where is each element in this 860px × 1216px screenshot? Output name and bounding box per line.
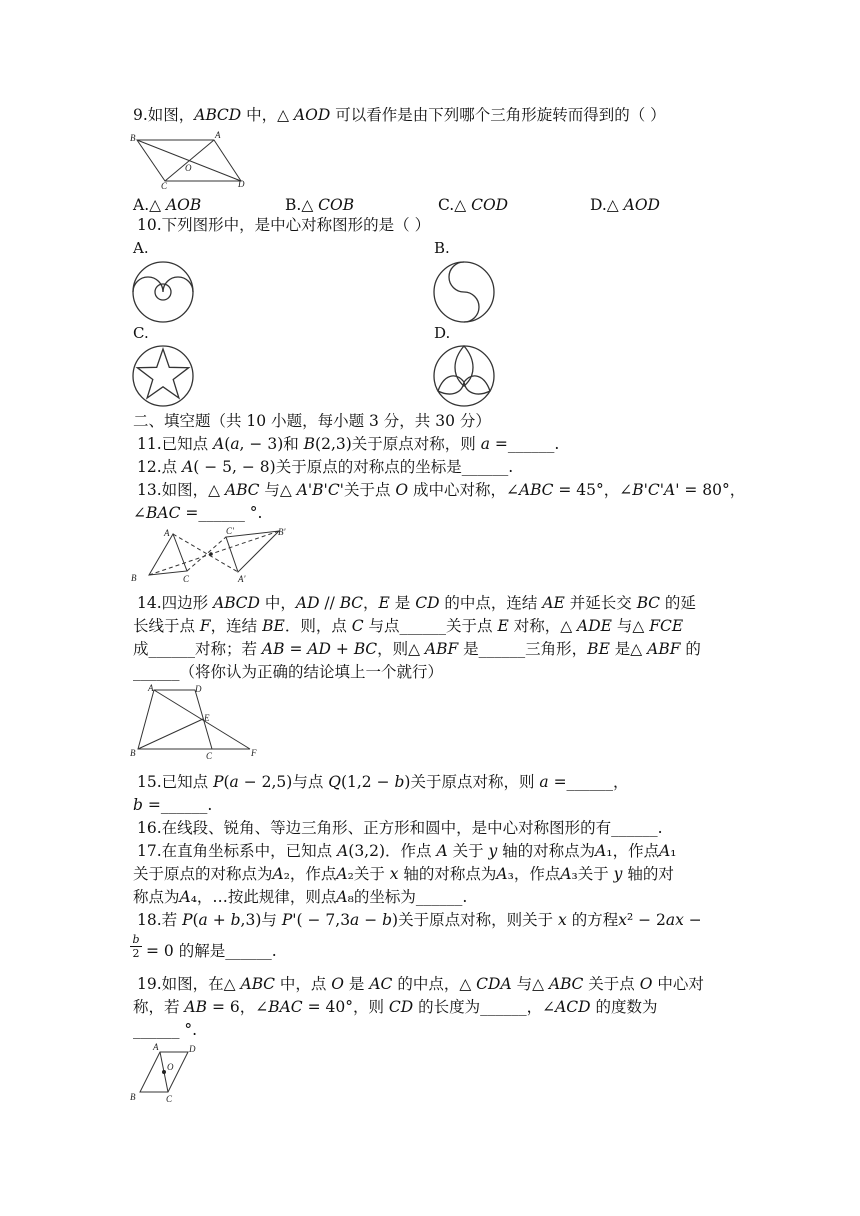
q12-text: 12.点 𝐴( − 5, − 8)关于原点的对称点的坐标是______.: [137, 458, 514, 476]
q9-option-a: A.△ 𝐴𝑂𝐵: [133, 196, 202, 214]
q14-label-b: B: [130, 748, 136, 758]
q10-option-b: B.: [434, 239, 450, 257]
q18-line2: = 0 的解是______.: [146, 942, 277, 960]
section-heading: 二、填空题（共 10 小题，每小题 3 分，共 30 分）: [133, 412, 491, 430]
q14-line3: 成______对称；若 𝐴𝐵 = 𝐴𝐷 + 𝐵𝐶，则△ 𝐴𝐵𝐹 是______三角形，𝐵𝐸 是△ 𝐴𝐵𝐹 的: [133, 640, 701, 658]
q13-label-c-prime: C': [226, 526, 234, 536]
q19-line3: ______ °.: [133, 1021, 198, 1039]
q10-figure-d-trefoil-icon: [432, 344, 496, 408]
q13-triangles-figure: [128, 524, 298, 586]
q17-line2: 关于原点的对称点为𝐴₂，作点𝐴₂关于 𝑥 轴的对称点为𝐴₃，作点𝐴₃关于 𝑦 轴的对: [133, 865, 674, 883]
q13-label-b-prime: B': [278, 527, 286, 537]
q13-label-a: A: [164, 528, 170, 538]
q14-label-d: D: [195, 684, 202, 694]
q15-line1: 15.已知点 𝑃(𝑎 − 2,5)与点 𝑄(1,2 − 𝑏)关于原点对称，则 𝑎 =______，: [137, 773, 629, 791]
q17-line1: 17.在直角坐标系中，已知点 𝐴(3,2)．作点 𝐴 关于 𝑦 轴的对称点为𝐴₁，作点𝐴₁: [137, 842, 677, 860]
q18-fraction-denominator: 2: [132, 947, 140, 960]
q13-line1: 13.如图，△ 𝐴𝐵𝐶 与△ 𝐴'𝐵'𝐶'关于点 𝑂 成中心对称，∠𝐴𝐵𝐶 = 45°，∠𝐵'𝐶'𝐴' = 80°，: [137, 481, 746, 499]
q19-label-b: B: [130, 1092, 136, 1102]
q14-label-e: E: [204, 713, 210, 723]
q9-label-d: D: [238, 179, 245, 189]
q11-text: 11.已知点 𝐴(𝑎, − 3)和 𝐵(2,3)关于原点对称，则 𝑎 =______.: [137, 435, 560, 453]
q14-label-f: F: [251, 748, 257, 758]
q9-option-b: B.△ 𝐶𝑂𝐵: [285, 196, 355, 214]
q14-line4: ______（将你认为正确的结论填上一个就行）: [133, 663, 444, 681]
q19-line2: 称，若 𝐴𝐵 = 6，∠𝐵𝐴𝐶 = 40°，则 𝐶𝐷 的长度为______，∠𝐴𝐶𝐷 的度数为: [133, 998, 658, 1016]
q10-stem: 10.下列图形中，是中心对称图形的是（ ）: [137, 216, 431, 234]
q9-label-b: B: [130, 133, 136, 143]
q10-figure-b-yin-yang-icon: [432, 260, 496, 324]
q13-line2: ∠𝐵𝐴𝐶 =______ °.: [133, 504, 263, 522]
q10-figure-c-star-icon: [131, 344, 195, 408]
q15-line2: 𝑏 =______.: [133, 796, 213, 814]
q13-label-c: C: [183, 574, 190, 584]
q18-fraction-numerator: 𝑏: [130, 933, 142, 947]
q9-label-o: O: [185, 163, 192, 173]
q14-line1: 14.四边形 𝐴𝐵𝐶𝐷 中，𝐴𝐷 // 𝐵𝐶，𝐸 是 𝐶𝐷 的中点，连结 𝐴𝐸 并延长交 𝐵𝐶 的延: [137, 594, 696, 612]
q14-label-c: C: [206, 751, 213, 761]
q10-option-d: D.: [434, 324, 451, 342]
q10-option-c: C.: [133, 324, 149, 342]
q18-line1: 18.若 𝑃(𝑎 + 𝑏,3)与 𝑃'( − 7,3𝑎 − 𝑏)关于原点对称，则关于 𝑥 的方程𝑥² − 2𝑎𝑥 −: [137, 911, 702, 929]
q10-option-a: A.: [133, 239, 149, 257]
q9-option-c: C.△ 𝐶𝑂𝐷: [438, 196, 509, 214]
q14-label-a: A: [148, 683, 154, 693]
q9-label-c: C: [161, 181, 168, 191]
q9-parallelogram-figure: [128, 130, 253, 190]
q18-fraction: [130, 933, 142, 960]
q14-trapezoid-figure: [128, 684, 268, 760]
q13-label-b: B: [131, 573, 137, 583]
q13-label-a-prime: A': [238, 574, 246, 584]
q19-label-a: A: [153, 1042, 159, 1052]
q10-figure-a-circle-icon: [131, 260, 195, 324]
q9-label-a: A: [215, 130, 221, 140]
q16-text: 16.在线段、锐角、等边三角形、正方形和圆中，是中心对称图形的有______.: [137, 819, 663, 837]
q14-line2: 长线于点 𝐹，连结 𝐵𝐸．则，点 𝐶 与点______关于点 𝐸 对称，△ 𝐴𝐷𝐸 与△ 𝐹𝐶𝐸: [133, 617, 684, 635]
q19-line1: 19.如图，在△ 𝐴𝐵𝐶 中，点 𝑂 是 𝐴𝐶 的中点，△ 𝐶𝐷𝐴 与△ 𝐴𝐵𝐶 关于点 𝑂 中心对: [137, 975, 704, 993]
q19-label-c: C: [166, 1094, 173, 1104]
q19-label-o: O: [167, 1062, 174, 1072]
q19-parallelogram-figure: [128, 1042, 208, 1104]
q9-stem: 9.如图，𝐴𝐵𝐶𝐷 中，△ 𝐴𝑂𝐷 可以看作是由下列哪个三角形旋转而得到的（ ）: [133, 106, 666, 124]
q19-label-d: D: [189, 1044, 196, 1054]
q9-option-d: D.△ 𝐴𝑂𝐷: [590, 196, 660, 214]
q17-line3: 称点为𝐴₄，…按此规律，则点𝐴₈的坐标为______.: [133, 888, 468, 906]
